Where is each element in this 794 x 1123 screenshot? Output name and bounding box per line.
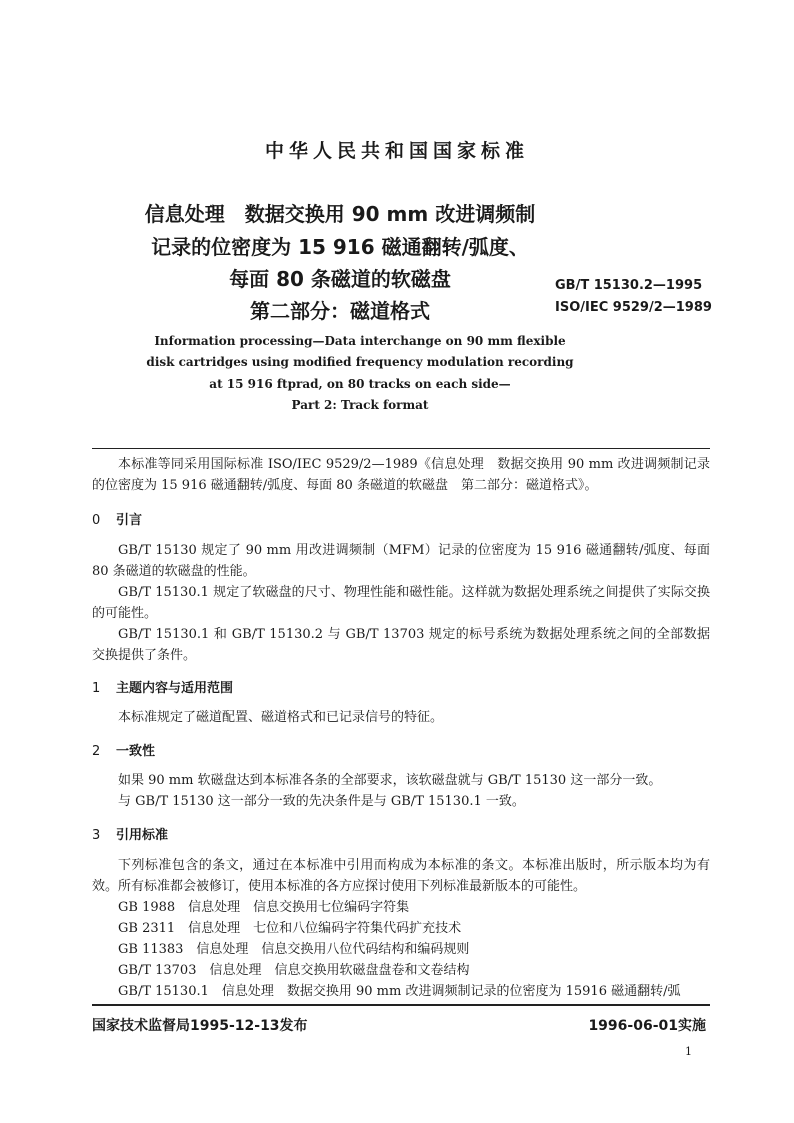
title-en-line-4: Part 2: Track format xyxy=(291,398,429,412)
paragraph: 与 GB/T 15130 这一部分一致的先决条件是与 GB/T 15130.1 一致。 xyxy=(118,794,525,809)
section-heading xyxy=(92,677,233,696)
reference-item: GB 11383 信息处理 信息交换用八位代码结构和编码规则 xyxy=(118,942,470,957)
effective-date: 1996-06-01实施 xyxy=(588,1018,706,1034)
section-title: 一致性 xyxy=(116,744,156,759)
title-cn-line-4: 第二部分：磁道格式 xyxy=(250,299,430,323)
paragraph: GB/T 15130.1 和 GB/T 15130.2 与 GB/T 13703 规定的标号系统为数据处理系统之间的全部数据交换提供了条件。 xyxy=(92,627,710,663)
section-title: 引言 xyxy=(116,513,143,528)
title-en-line-3: at 15 916 ftprad, on 80 tracks on each side— xyxy=(209,377,511,391)
section-number: 0 xyxy=(92,513,101,528)
title-cn-line-2: 记录的位密度为 15 916 磁通翻转/弧度、 xyxy=(151,235,529,259)
section-heading xyxy=(92,740,155,759)
footer-divider xyxy=(92,1004,710,1006)
standard-number-iso: ISO/IEC 9529/2—1989 xyxy=(555,300,712,315)
reference-item: GB 2311 信息处理 七位和八位编码字符集代码扩充技术 xyxy=(118,921,462,936)
title-en-line-1: Information processing—Data interchange on 90 mm flexible xyxy=(154,334,566,348)
standard-number-gb: GB/T 15130.2—1995 xyxy=(555,278,703,293)
section-title: 引用标准 xyxy=(116,828,169,843)
section-title: 主题内容与适用范围 xyxy=(116,681,234,696)
paragraph: GB/T 15130.1 规定了软磁盘的尺寸、物理性能和磁性能。这样就为数据处理系统之间提供了实际交换的可能性。 xyxy=(92,585,710,621)
reference-item: GB/T 13703 信息处理 信息交换用软磁盘盘卷和文卷结构 xyxy=(118,963,470,978)
section-number: 2 xyxy=(92,744,101,759)
title-en-line-2: disk cartridges using modified frequency modulation recording xyxy=(146,355,574,369)
issuing-country-header: 中华人民共和国国家标准 xyxy=(264,140,529,162)
reference-item: GB 1988 信息处理 信息交换用七位编码字符集 xyxy=(118,900,410,915)
section-heading xyxy=(92,824,168,843)
paragraph: 本标准规定了磁道配置、磁道格式和已记录信号的特征。 xyxy=(118,710,444,725)
paragraph: 下列标准包含的条文，通过在本标准中引用而构成为本标准的条文。本标准出版时，所示版本均为有效。所有标准都会被修订，使用本标准的各方应探讨使用下列标准最新版本的可能性。 xyxy=(92,858,710,894)
section-heading xyxy=(92,509,142,528)
adoption-statement: 本标准等同采用国际标准 ISO/IEC 9529/2—1989《信息处理 数据交换用 90 mm 改进调频制记录的位密度为 15 916 磁通翻转/弧度、每面 80 条磁道的软磁盘 第二部分：磁道格式》。 xyxy=(92,457,710,493)
paragraph: 如果 90 mm 软磁盘达到本标准各条的全部要求，该软磁盘就与 GB/T 15130 这一部分一致。 xyxy=(118,773,662,788)
title-cn-line-1: 信息处理 数据交换用 90 mm 改进调频制 xyxy=(144,202,536,226)
header-divider xyxy=(92,448,710,449)
section-number: 1 xyxy=(92,681,101,696)
issue-date: 国家技术监督局1995-12-13发布 xyxy=(92,1018,308,1034)
title-cn-line-3: 每面 80 条磁道的软磁盘 xyxy=(229,267,451,291)
paragraph: GB/T 15130 规定了 90 mm 用改进调频制（MFM）记录的位密度为 15 916 磁通翻转/弧度、每面 80 条磁道的软磁盘的性能。 xyxy=(92,543,710,579)
page-number: 1 xyxy=(685,1045,692,1058)
section-number: 3 xyxy=(92,828,101,843)
reference-item: GB/T 15130.1 信息处理 数据交换用 90 mm 改进调频制记录的位密度为 15916 磁通翻转/弧 xyxy=(118,984,681,999)
